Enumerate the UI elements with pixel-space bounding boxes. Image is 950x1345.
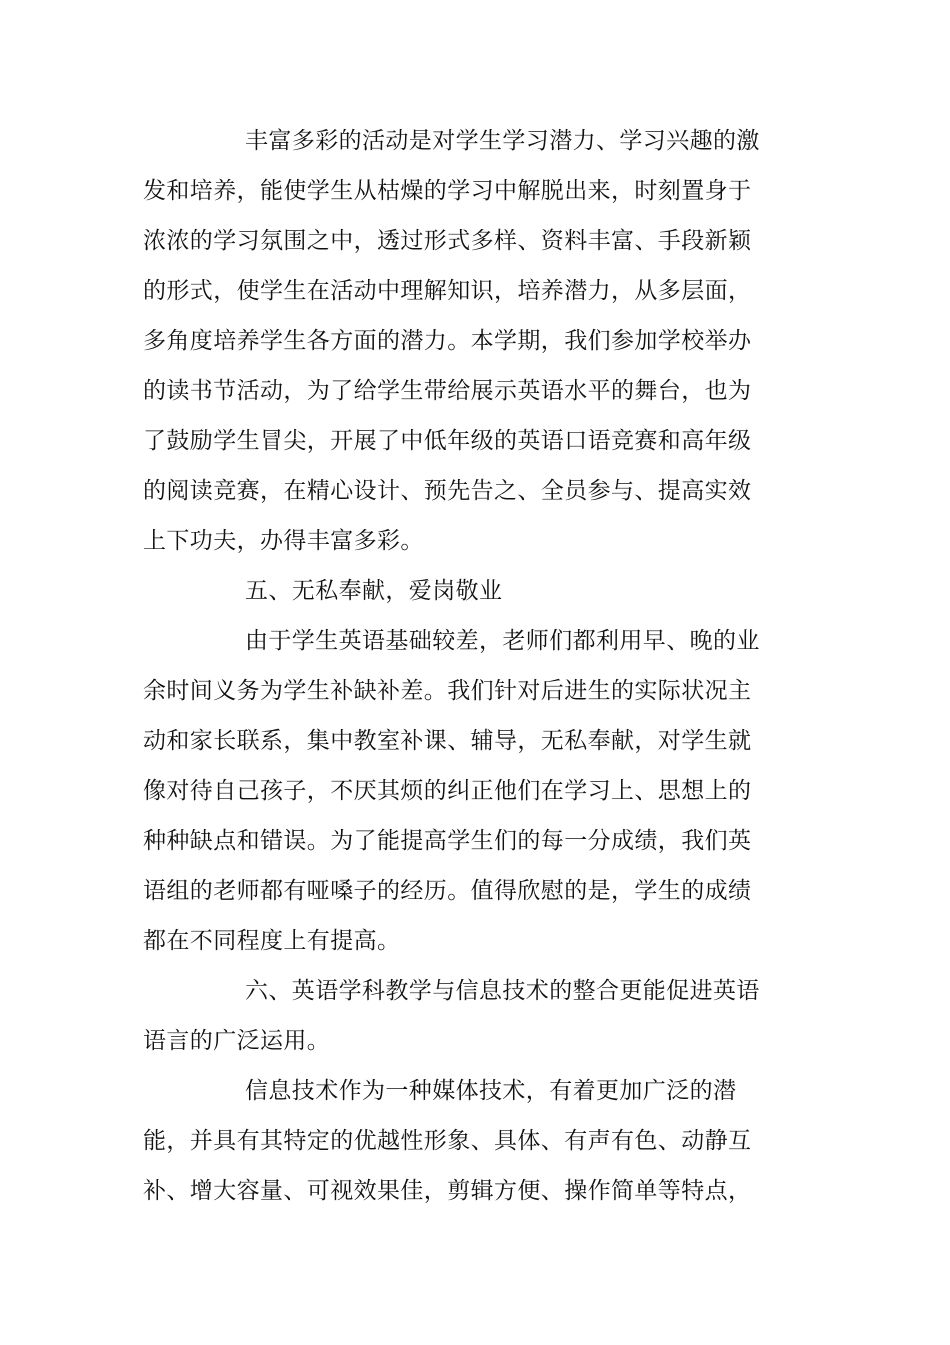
paragraph-2-line-2: 余时间义务为学生补缺补差。我们针对后进生的实际状况主	[143, 678, 752, 704]
paragraph-2-line-7: 都在不同程度上有提高。	[143, 928, 401, 954]
paragraph-1-line-4: 的形式，使学生在活动中理解知识，培养潜力，从多层面，	[143, 278, 752, 304]
section-heading-5: 五、无私奉献，爱岗敬业	[245, 578, 503, 604]
paragraph-2-line-3: 动和家长联系，集中教室补课、辅导，无私奉献，对学生就	[143, 728, 752, 754]
paragraph-1-line-6: 的读书节活动，为了给学生带给展示英语水平的舞台，也为	[143, 378, 752, 404]
section-heading-6-line-2: 语言的广泛运用。	[143, 1028, 331, 1054]
paragraph-2-line-5: 种种缺点和错误。为了能提高学生们的每一分成绩，我们英	[143, 828, 752, 854]
paragraph-2-line-4: 像对待自己孩子，不厌其烦的纠正他们在学习上、思想上的	[143, 778, 752, 804]
section-heading-6-line-1: 六、英语学科教学与信息技术的整合更能促进英语	[245, 978, 760, 1004]
paragraph-1-line-9: 上下功夫，办得丰富多彩。	[143, 528, 424, 554]
paragraph-1-line-5: 多角度培养学生各方面的潜力。本学期，我们参加学校举办	[143, 328, 752, 354]
paragraph-3-line-2: 能，并具有其特定的优越性形象、具体、有声有色、动静互	[143, 1128, 752, 1154]
paragraph-1-line-3: 浓浓的学习氛围之中，透过形式多样、资料丰富、手段新颖	[143, 228, 752, 254]
paragraph-1-line-7: 了鼓励学生冒尖，开展了中低年级的英语口语竞赛和高年级	[143, 428, 752, 454]
paragraph-1-line-2: 发和培养，能使学生从枯燥的学习中解脱出来，时刻置身于	[143, 178, 752, 204]
paragraph-1-line-1: 丰富多彩的活动是对学生学习潜力、学习兴趣的激	[245, 128, 760, 154]
paragraph-3-line-1: 信息技术作为一种媒体技术，有着更加广泛的潜	[245, 1078, 737, 1104]
paragraph-2-line-1: 由于学生英语基础较差，老师们都利用早、晚的业	[245, 628, 760, 654]
paragraph-2-line-6: 语组的老师都有哑嗓子的经历。值得欣慰的是，学生的成绩	[143, 878, 752, 904]
paragraph-1-line-8: 的阅读竞赛，在精心设计、预先告之、全员参与、提高实效	[143, 478, 752, 504]
paragraph-3-line-3: 补、增大容量、可视效果佳，剪辑方便、操作简单等特点，	[143, 1178, 752, 1204]
